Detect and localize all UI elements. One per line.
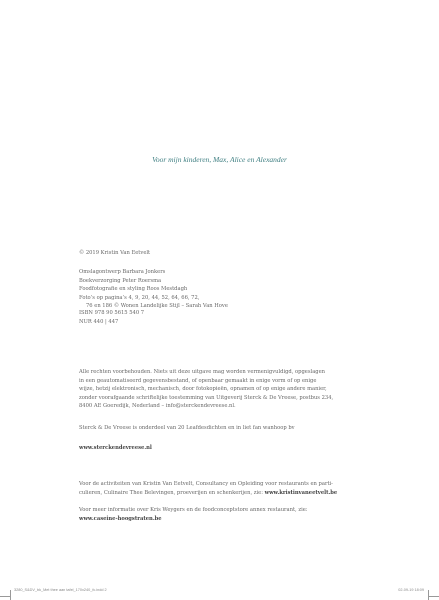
rights-block xyxy=(79,368,379,411)
activities-line2-text: culieren, Culinaire Thee Belevingen, proeverijen en schenkerijen, zie: xyxy=(79,489,265,496)
member-line: Sterck & De Vreese is onderdeel van 20 Leafdesdichten en in liet fan wanhoop bv xyxy=(79,425,295,431)
dedication: Voor mijn kinderen, Max, Alice en Alexander xyxy=(152,155,287,164)
crop-mark xyxy=(0,596,10,597)
rights-line: in een geautomatiseerd gegevensbestand, of openbaar gemaakt in enige vorm of op enige xyxy=(79,377,317,384)
crop-mark xyxy=(10,590,11,600)
crop-mark xyxy=(428,590,429,600)
nur-line: NUR 440 | 447 xyxy=(79,318,119,325)
credit-photo-styling: Foodfotografie en styling Roos Mestdagh xyxy=(79,286,188,293)
member-block xyxy=(79,424,379,433)
crop-mark xyxy=(429,596,439,597)
copyright-line: © 2019 Kristin Van Eetvelt xyxy=(79,250,151,256)
activities-line1: Voor de activiteiten van Kristin Van Eetvelt, Consultancy en Opleiding voor restaurants en parti- xyxy=(79,481,333,487)
isbn-line: ISBN 978 90 5615 540 7 xyxy=(79,310,145,316)
rights-line: Alle rechten voorbehouden. Niets uit deze uitgave mag worden vermenigvuldigd, opgeslagen xyxy=(79,369,326,375)
activities-line2 xyxy=(79,489,379,498)
credit-photos-pages: Foto’s op pagina’s 4, 9, 20, 44, 52, 64, 66, 72, xyxy=(79,294,200,301)
credit-cover: Omslagontwerp Barbara Jonkers xyxy=(79,269,166,275)
slug-filename: 3280_S&DV_bk_Met thee aan tafel_170x240_fc.indd 2 xyxy=(14,588,107,592)
slug-timestamp: 02-09-19 18:09 xyxy=(398,588,424,592)
credit-photos-pages-cont: 76 en 186 © Wonen Landelijke Stijl – Sarah Van Hove xyxy=(86,303,228,310)
credit-book: Boekverzorging Peter Roersma xyxy=(79,277,162,284)
more-info-line: Voor meer informatie over Kris Weygers en de foodconceptstore annex restaurant, zie: xyxy=(79,507,308,513)
more-info-block xyxy=(79,506,379,523)
more-info-link[interactable]: www.caseine-hoogstraten.be xyxy=(79,515,162,522)
rights-line: 8400 AE Goeredijk, Nederland – info@sterckendevreese.nl. xyxy=(79,403,236,410)
activities-link[interactable]: www.kristinvaneetvelt.be xyxy=(264,489,338,496)
credits-block xyxy=(79,268,379,311)
isbn-block xyxy=(79,309,379,326)
rights-line: wijze, hetzij elektronisch, mechanisch, door fotokopieën, opnamen of op enige andere manier, xyxy=(79,386,327,393)
rights-line: zonder voorafgaande schriftelijke toestemming van Uitgeverij Sterck & De Vreese, postbus 234, xyxy=(79,394,334,401)
activities-block xyxy=(79,480,379,497)
publisher-url[interactable]: www.sterckendevreese.nl xyxy=(79,445,152,451)
copyright-block xyxy=(79,249,379,258)
